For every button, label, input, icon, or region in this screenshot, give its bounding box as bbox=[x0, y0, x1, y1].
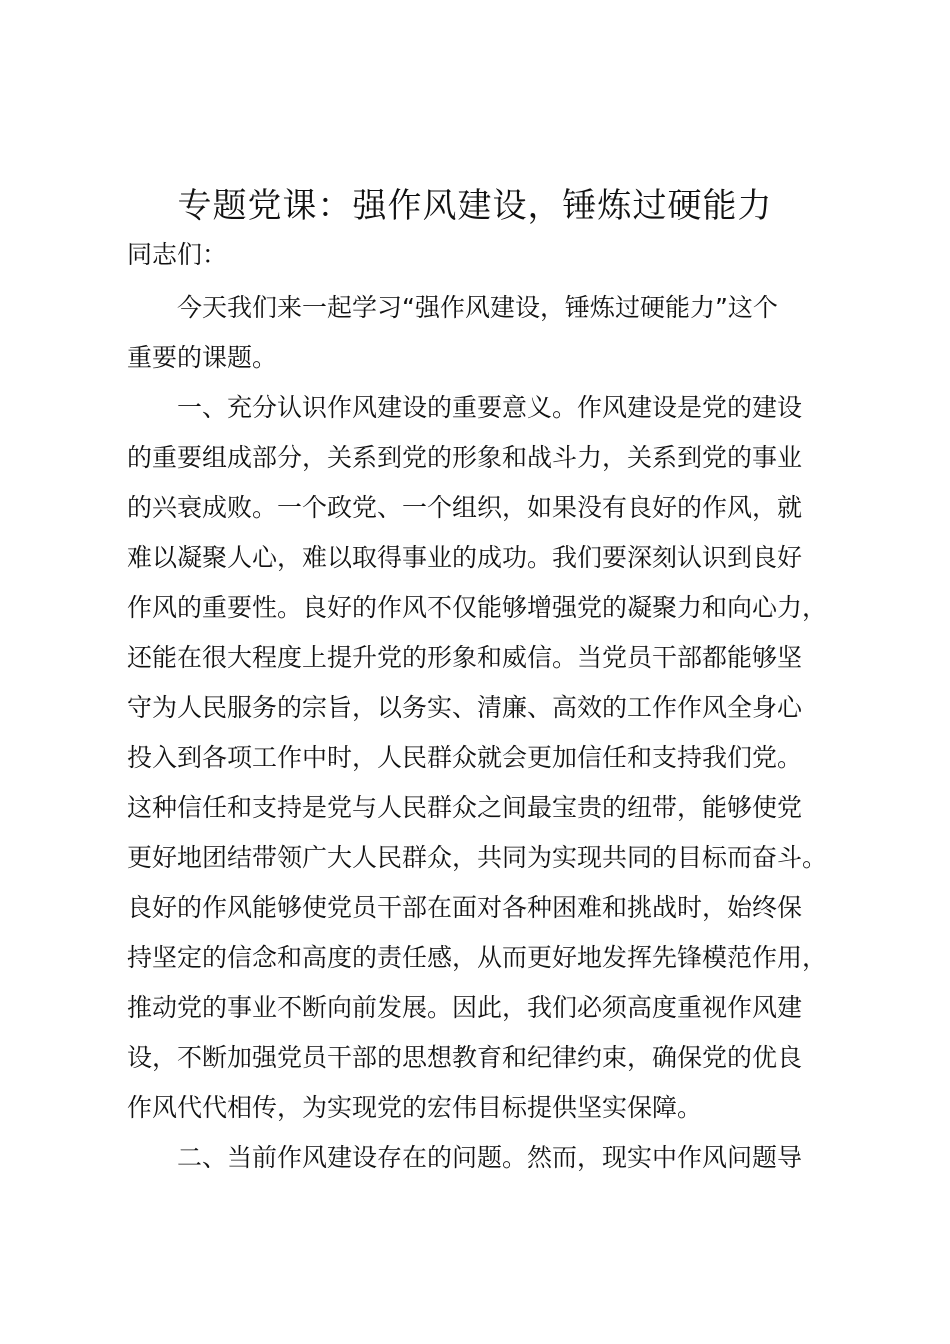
text-line: 重要的课题。 bbox=[127, 343, 278, 372]
text-line: 设，不断加强党员干部的思想教育和纪律约束，确保党的优良 bbox=[127, 1043, 803, 1072]
text-line: 一、充分认识作风建设的重要意义。作风建设是党的建设 bbox=[177, 393, 803, 422]
paragraph-intro bbox=[127, 283, 867, 383]
document-title: 专题党课：强作风建设，锤炼过硬能力 bbox=[177, 186, 773, 226]
text-line: 推动党的事业不断向前发展。因此，我们必须高度重视作风建 bbox=[127, 993, 803, 1022]
salutation: 同志们： bbox=[127, 240, 228, 269]
text-line: 作风代代相传，为实现党的宏伟目标提供坚实保障。 bbox=[127, 1093, 703, 1122]
text-line: 持坚定的信念和高度的责任感，从而更好地发挥先锋模范作用， bbox=[127, 943, 828, 972]
text-line: 守为人民服务的宗旨，以务实、清廉、高效的工作作风全身心 bbox=[127, 693, 803, 722]
text-line: 二、当前作风建设存在的问题。然而，现实中作风问题导 bbox=[177, 1143, 803, 1172]
paragraph-section-2 bbox=[127, 1133, 867, 1183]
text-line: 良好的作风能够使党员干部在面对各种困难和挑战时，始终保 bbox=[127, 893, 803, 922]
text-line: 的兴衰成败。一个政党、一个组织，如果没有良好的作风，就 bbox=[127, 493, 803, 522]
text-line: 还能在很大程度上提升党的形象和威信。当党员干部都能够坚 bbox=[127, 643, 803, 672]
text-line: 难以凝聚人心，难以取得事业的成功。我们要深刻认识到良好 bbox=[127, 543, 803, 572]
text-line: 投入到各项工作中时，人民群众就会更加信任和支持我们党。 bbox=[127, 743, 803, 772]
text-line: 这种信任和支持是党与人民群众之间最宝贵的纽带，能够使党 bbox=[127, 793, 803, 822]
paragraph-section-1 bbox=[127, 383, 867, 1133]
text-line: 作风的重要性。良好的作风不仅能够增强党的凝聚力和向心力， bbox=[127, 593, 828, 622]
text-line: 今天我们来一起学习“强作风建设，锤炼过硬能力”这个 bbox=[177, 293, 778, 322]
text-line: 的重要组成部分，关系到党的形象和战斗力，关系到党的事业 bbox=[127, 443, 803, 472]
text-line: 更好地团结带领广大人民群众，共同为实现共同的目标而奋斗。 bbox=[127, 843, 828, 872]
document-body bbox=[127, 283, 867, 1183]
